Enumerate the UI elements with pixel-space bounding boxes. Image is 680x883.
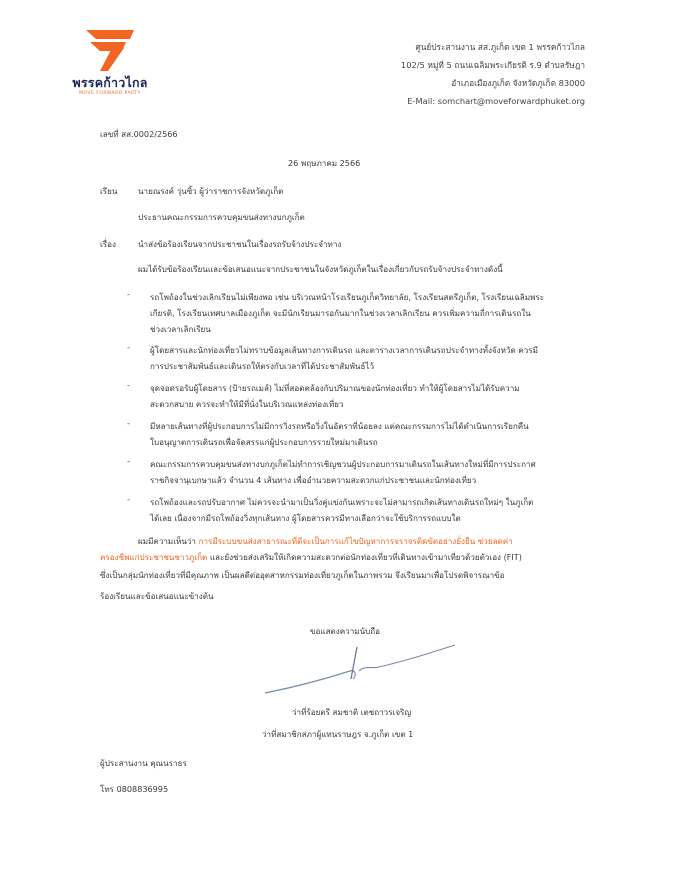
bullet-2-line-2: การประชาสัมพันธ์และเดินรถให้ตรงกับเวลาที่ได้ประชาสัมพันธ์ไว้ <box>150 361 375 371</box>
bullet-1-line-2: เกียรติ, โรงเรียนเทศบาลเมืองภูเก็ต จะมีนักเรียนมารอกันมากในช่วงเวลาเลิกเรียน ควรเพิ่มความถี่การเดินรถใน <box>150 308 531 318</box>
party-logo-icon <box>82 28 138 72</box>
office-street: 102/5 หมู่ที่ 5 ถนนเฉลิมพระเกียรติ ร.9 ตำบลรัษฎา <box>400 60 585 70</box>
bullet-item-4 <box>150 418 565 450</box>
conclusion-line-4: ร้องเรียนและข้อเสนอแนะข้างต้น <box>100 591 214 601</box>
bullet-marker: - <box>127 380 130 390</box>
bullet-item-3 <box>150 380 565 412</box>
bullet-item-6 <box>150 494 565 526</box>
office-name: ศูนย์ประสานงาน สส.ภูเก็ต เขต 1 พรรคก้าวไกล <box>415 42 585 52</box>
bullet-1-line-3: ช่วงเวลาเลิกเรียน <box>150 324 211 334</box>
office-district: อำเภอเมืองภูเก็ต จังหวัดภูเก็ต 83000 <box>451 78 585 88</box>
bullet-3-line-2: สะดวกสบาย ควรจะทำให้มีที่นั่งในบริเวณแหล่งท่องเที่ยว <box>150 399 344 409</box>
recipient-name: นายณรงค์ วุ่นซิ้ว ผู้ว่าราชการจังหวัดภูเก็ต <box>138 186 284 196</box>
bullet-marker: - <box>127 289 130 299</box>
bullet-1-line-1: รถโพถ้องในช่วงเลิกเรียนไม่เพียงพอ เช่น บริเวณหน้าโรงเรียนภูเก็ตวิทยาลัย, โรงเรียนสตรีภูเก็ต, โรงเรียนเฉลิมพระ <box>150 292 545 302</box>
conclusion-text-b: และยังช่วยส่งเสริมให้เกิดความสะดวกต่อนักท่องเที่ยวที่เดินทางเข้ามาเที่ยวด้วยตัวเอง (FIT) <box>209 552 522 562</box>
bullet-3-line-1: จุดจอดรอรับผู้โดยสาร (ป้ายรถเมล์) ไม่ที่สอดคล้องกับปริมาณของนักท่องเที่ยว ทำให้ผู้โดยสารไม่ได้รับความ <box>150 383 520 393</box>
party-tagline: MOVE FORWARD PARTY <box>79 91 141 96</box>
signatory-name: ว่าที่ร้อยตรี สมชาติ เตชถาวรเจริญ <box>292 707 412 717</box>
bullet-5-line-2: ราชกิจจานุเบกษาแล้ว จำนวน 4 เส้นทาง เพื่ออำนวยความสะดวกแก่ประชาชนและนักท่องเที่ยว <box>150 475 477 485</box>
closing-text: ขอแสดงความนับถือ <box>310 626 381 636</box>
bullet-4-line-2: ใบอนุญาตการเดินรถเพื่อจัดสรรแก่ผู้ประกอบการรายใหม่มาเดินรถ <box>150 437 378 447</box>
letter-date: 26 พฤษภาคม 2566 <box>288 158 361 168</box>
conclusion-lead: ผมมีความเห็นว่า <box>138 536 196 546</box>
conclusion-highlight-2: ครองชีพแก่ประชาชนชาวภูเก็ต <box>100 552 208 562</box>
office-email: E-Mail: somchart@moveforwardphuket.org <box>407 96 585 106</box>
document-number: เลขที่ สส.0002/2566 <box>100 129 178 139</box>
party-logo <box>60 28 160 98</box>
conclusion-line-2 <box>100 549 590 565</box>
bullet-marker: - <box>127 342 130 352</box>
bullet-5-line-1: คณะกรรมการควบคุมขนส่งทางบกภูเก็ตไม่ทำการเชิญชวนผู้ประกอบการมาเดินรถในเส้นทางใหม่ที่มีการประกาศ <box>150 459 536 469</box>
bullet-6-line-1: รถโพถ้องและรถปรับอากาศ ไม่ควรจะนำมาเป็นวิ่งคู่แข่งกันเพราะจะไม่สามารถเกิดเส้นทางเดินรถใหม่ๆ ในภูเก็ต <box>150 497 534 507</box>
bullet-item-1 <box>150 289 565 337</box>
recipient-title: ประธานคณะกรรมการควบคุมขนส่งทางบกภูเก็ต <box>138 212 305 222</box>
intro-paragraph: ผมได้รับข้อร้องเรียนและข้อเสนอแนะจากประชาชนในจังหวัดภูเก็ตในเรื่องเกี่ยวกับรถรับจ้างประจำทางดังนี้ <box>138 264 503 274</box>
bullet-item-2 <box>150 342 565 374</box>
bullet-marker: - <box>127 494 130 504</box>
bullet-marker: - <box>127 456 130 466</box>
coordinator-name: ผู้ประสานงาน คุณนราธร <box>100 758 187 768</box>
office-address <box>401 38 585 110</box>
conclusion-paragraph <box>138 533 588 549</box>
party-name: พรรคก้าวไกล <box>72 75 148 90</box>
coordinator-phone: โทร 0808836995 <box>100 784 169 794</box>
subject-label: เรื่อง <box>100 239 116 249</box>
signatory-title: ว่าที่สมาชิกสภาผู้แทนราษฎร จ.ภูเก็ต เขต 1 <box>262 729 414 739</box>
bullet-marker: - <box>127 418 130 428</box>
signature <box>255 635 465 705</box>
bullet-6-line-2: ได้เลย เนื่องจากมีรถโพถ้องวิ่งทุกเส้นทาง ผู้โดยสารควรมีทางเลือกว่าจะใช้บริการรถแบบใด <box>150 513 461 523</box>
subject-text: นำส่งข้อร้องเรียนจากประชาชนในเรื่องรถรับจ้างประจำทาง <box>138 239 342 249</box>
bullet-4-line-1: มีหลายเส้นทางที่ผู้ประกอบการไม่มีการวิ่งรถหรือวิ่งในอัตราที่น้อยลง แต่คณะกรรมการไม่ได้ดำเนินการเรียกคืน <box>150 421 529 431</box>
bullet-2-line-1: ผู้โดยสารและนักท่องเที่ยวไม่ทราบข้อมูลเส้นทางการเดินรถ และตารางเวลาการเดินรถประจำทางทั้งจังหวัด ควรมี <box>150 345 538 355</box>
conclusion-highlight-1: การมีระบบขนส่งสาธารณะที่ดีจะเป็นการแก้ไขปัญหาการจราจรติดขัดอย่างยั่งยืน ช่วยลดค่า <box>198 536 513 546</box>
recipient-label: เรียน <box>100 186 118 196</box>
conclusion-line-3: ซึ่งเป็นกลุ่มนักท่องเที่ยวที่มีคุณภาพ เป็นผลดีต่ออุตสาหกรรมท่องเที่ยวภูเก็ตในภาพรวม จึงเรียนมาเพื่อโปรดพิจารณาข้อ <box>100 570 505 580</box>
bullet-item-5 <box>150 456 565 488</box>
